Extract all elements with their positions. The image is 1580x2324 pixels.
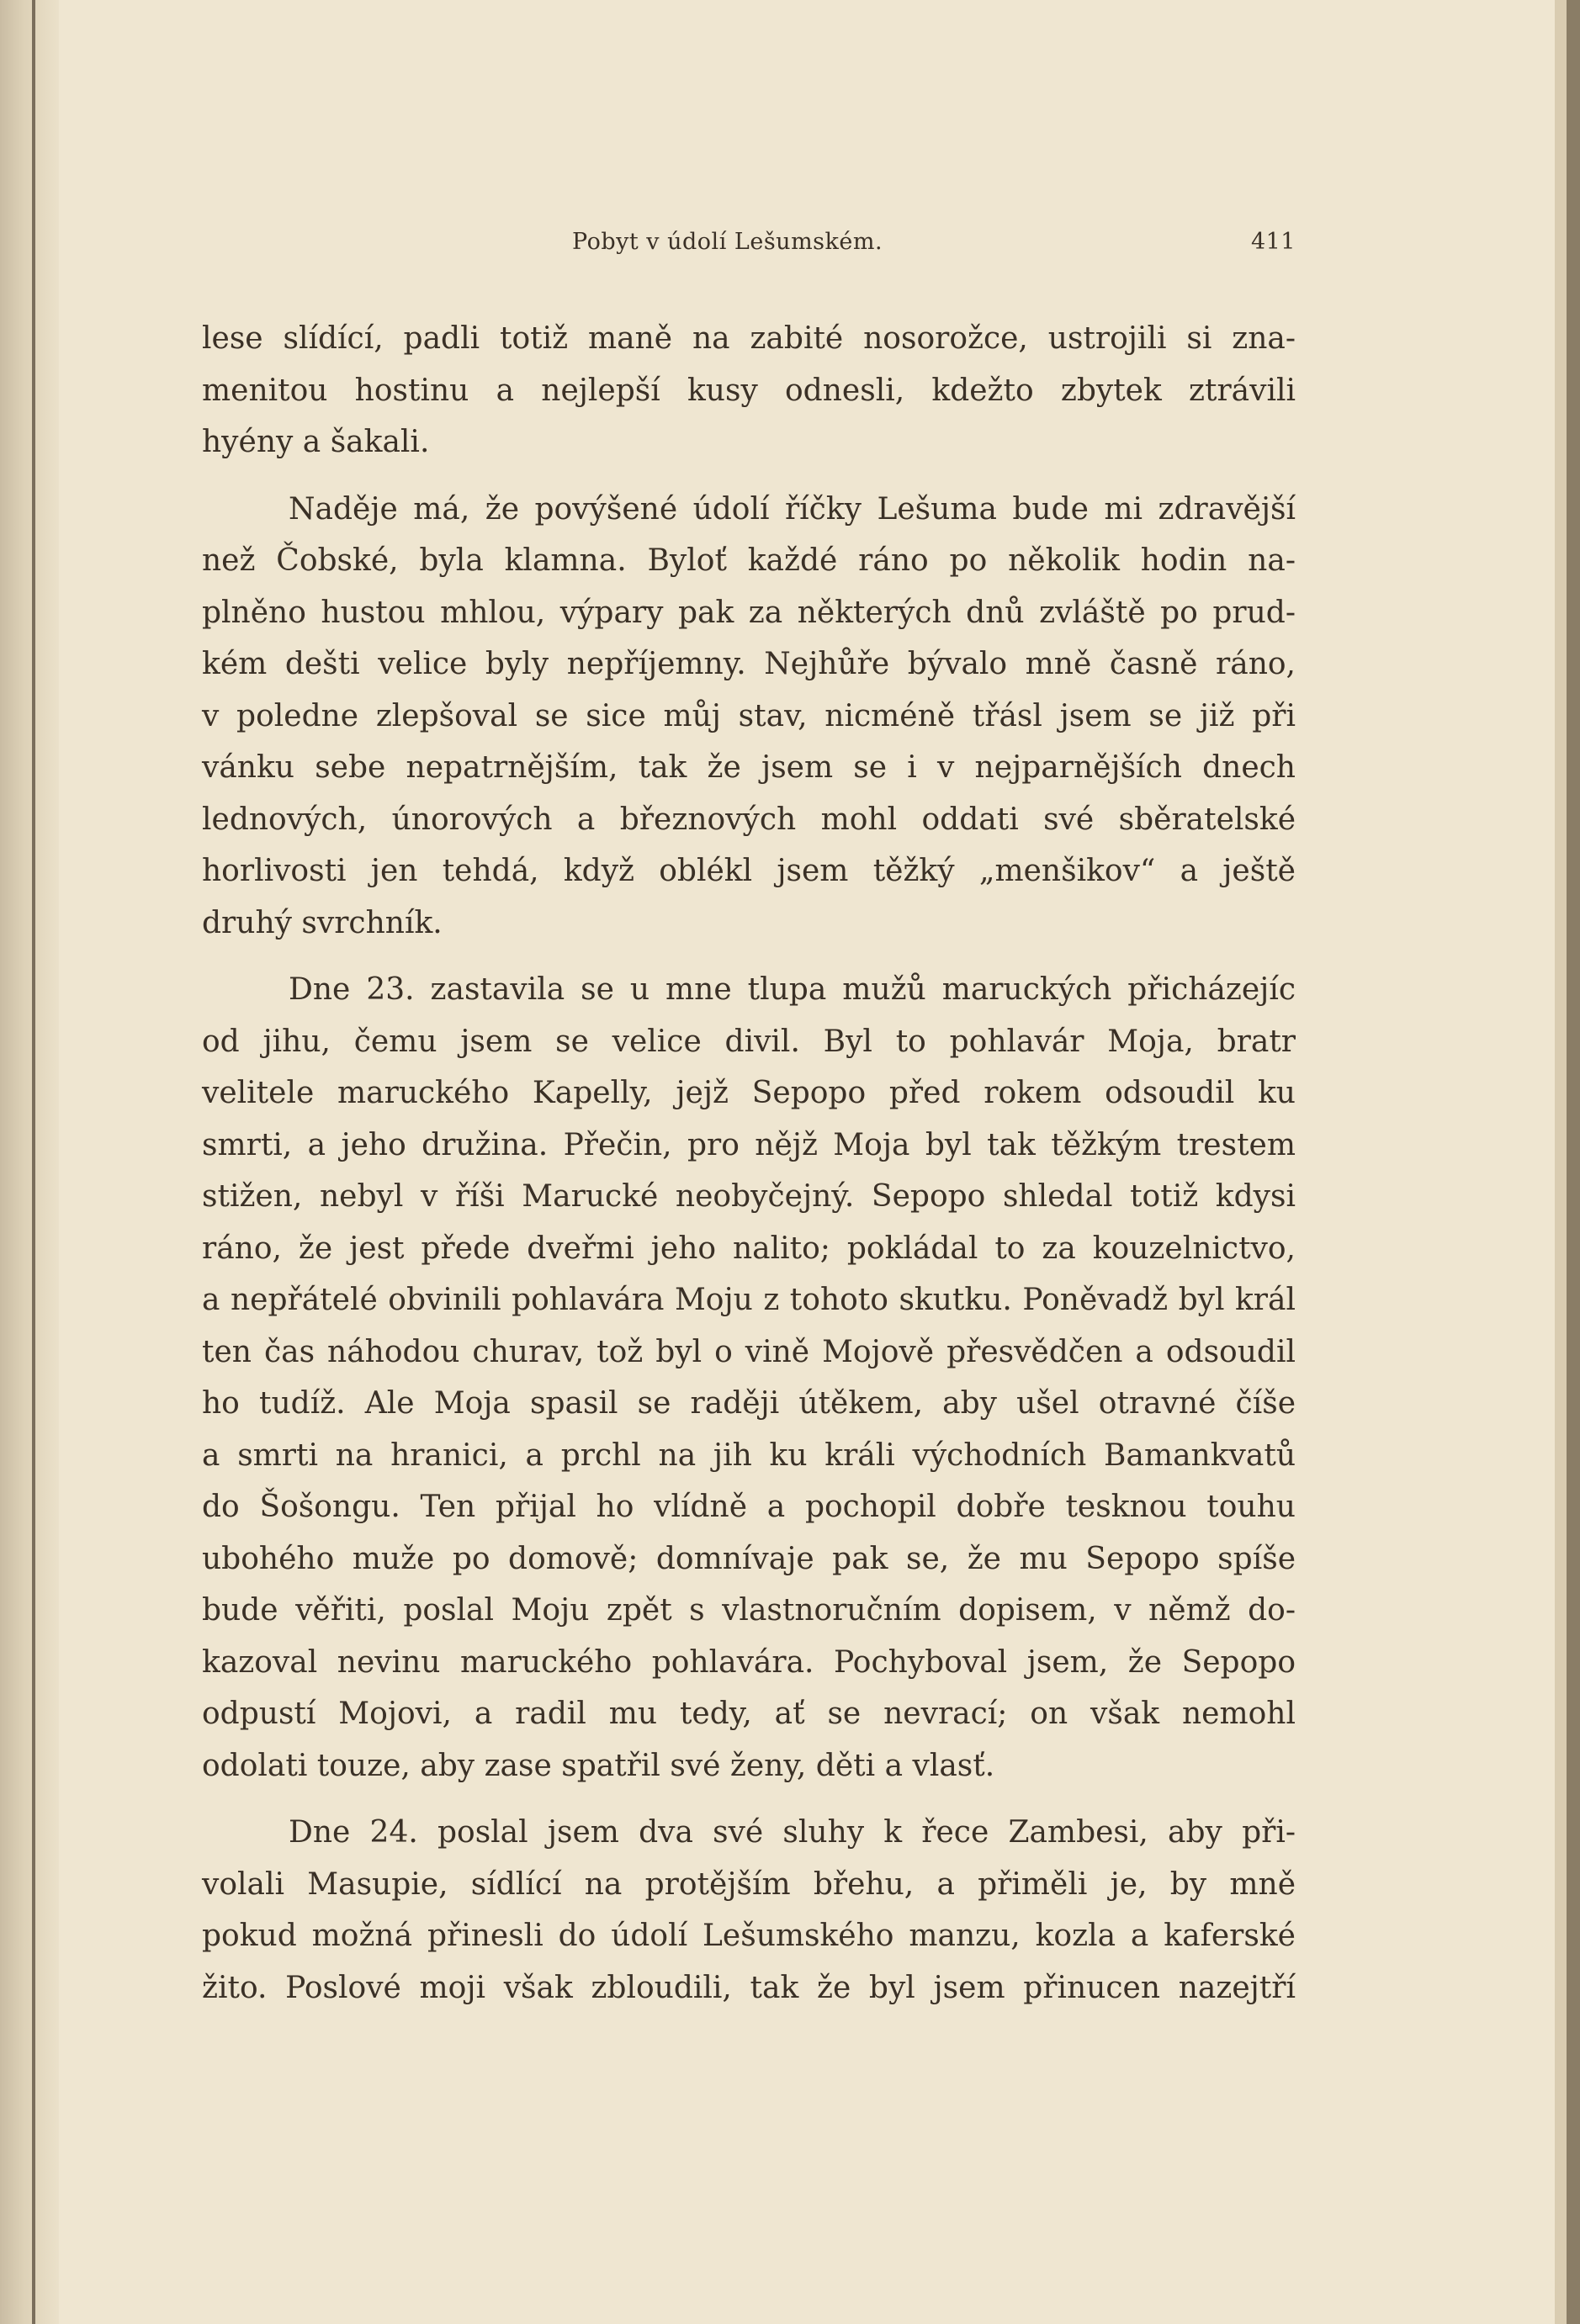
text-line: Dne 24. poslal jsem dva své sluhy k řece Zambesi, aby při- [289,1815,1296,1850]
text-line: žito. Poslové moji však zbloudili, tak že byl jsem přinucen nazejtří [202,1970,1296,2005]
text-line: ubohého muže po domově; domnívaje pak se, že mu Sepopo spíše [202,1541,1296,1576]
text-line: horlivosti jen tehdá, když oblékl jsem těžký „menšikov“ a ještě [202,854,1296,888]
paragraph-gap [202,469,1296,484]
page-number: 411 [1250,229,1296,255]
text-line: lese slídící, padli totiž maně na zabité nosorožce, ustrojili si zna- [202,321,1296,356]
text-line: v poledne zlepšoval se sice můj stav, nicméně třásl jsem se již při [202,698,1296,733]
text-line: menitou hostinu a nejlepší kusy odnesli, kdežto zbytek ztrávili [202,373,1296,408]
text-line: Naděje má, že povýšené údolí říčky Lešuma bude mi zdravější [289,491,1296,527]
text-line: odolati touze, aby zase spatřil své ženy, děti a vlasť. [202,1748,995,1783]
text-line: a nepřátelé obvinili pohlavára Moju z tohoto skutku. Poněvadž byl král [202,1283,1296,1317]
page-header [202,229,1296,262]
paragraph-3 [202,964,1296,1792]
text-line: bude věřiti, poslal Moju zpět s vlastnoručním dopisem, v němž do- [202,1593,1296,1628]
text-line: od jihu, čemu jsem se velice divil. Byl to pohlavár Moja, bratr [202,1024,1296,1059]
text-line: smrti, a jeho družina. Přečin, pro nějž Moja byl tak těžkým trestem [202,1127,1296,1162]
paragraph-2 [202,484,1296,950]
text-line: pokud možná přinesli do údolí Lešumského manzu, kozla a kaferské [202,1919,1296,1953]
text-line: Dne 23. zastavila se u mne tlupa mužů maruckých přicházejíc [289,972,1296,1007]
paragraph-gap [202,1792,1296,1807]
text-line: druhý svrchník. [202,905,443,940]
text-line: a smrti na hranici, a prchl na jih ku králi východních Bamankvatů [202,1437,1296,1473]
paragraph-4 [202,1807,1296,2014]
running-title: Pobyt v údolí Lešumském. [572,229,883,255]
text-line: ráno, že jest přede dveřmi jeho nalito; pokládal to za kouzelnictvo, [202,1231,1296,1266]
text-line: kém dešti velice byly nepříjemny. Nejhůře bývalo mně časně ráno, [202,647,1296,681]
paragraph-gap [202,949,1296,964]
text-line: do Šošongu. Ten přijal ho vlídně a pochopil dobře tesknou touhu [202,1490,1296,1524]
page-gutter-shadow [0,0,59,2324]
text-line: kazoval nevinu maruckého pohlavára. Pochyboval jsem, že Sepopo [202,1644,1296,1680]
text-line: volali Masupie, sídlící na protějším břehu, a přiměli je, by mně [202,1866,1296,1902]
paragraph-1 [202,313,1296,469]
text-line: vánku sebe nepatrnějším, tak že jsem se i v nejparnějších dnech [202,750,1296,785]
body-text [202,313,1296,2014]
text-line: než Čobské, byla klamna. Byloť každé ráno po několik hodin na- [202,543,1296,578]
text-line: lednových, únorových a březnových mohl oddati své sběratelské [202,802,1296,837]
page-right-edge-dark [1567,0,1580,2324]
page-right-edge-light [1555,0,1567,2324]
text-line: velitele maruckého Kapelly, jejž Sepopo před rokem odsoudil ku [202,1076,1296,1110]
text-line: hyény a šakali. [202,425,430,459]
text-line: odpustí Mojovi, a radil mu tedy, ať se nevrací; on však nemohl [202,1697,1296,1731]
text-line: stižen, nebyl v říši Marucké neobyčejný. Sepopo shledal totiž kdysi [202,1179,1296,1214]
text-line: plněno hustou mhlou, výpary pak za některých dnů zvláště po prud- [202,595,1296,630]
text-line: ten čas náhodou churav, tož byl o vině Mojově přesvědčen a odsoudil [202,1334,1296,1369]
text-line: ho tudíž. Ale Moja spasil se raději útěkem, aby ušel otravné číše [202,1386,1296,1421]
binding-edge-line [32,0,35,2324]
